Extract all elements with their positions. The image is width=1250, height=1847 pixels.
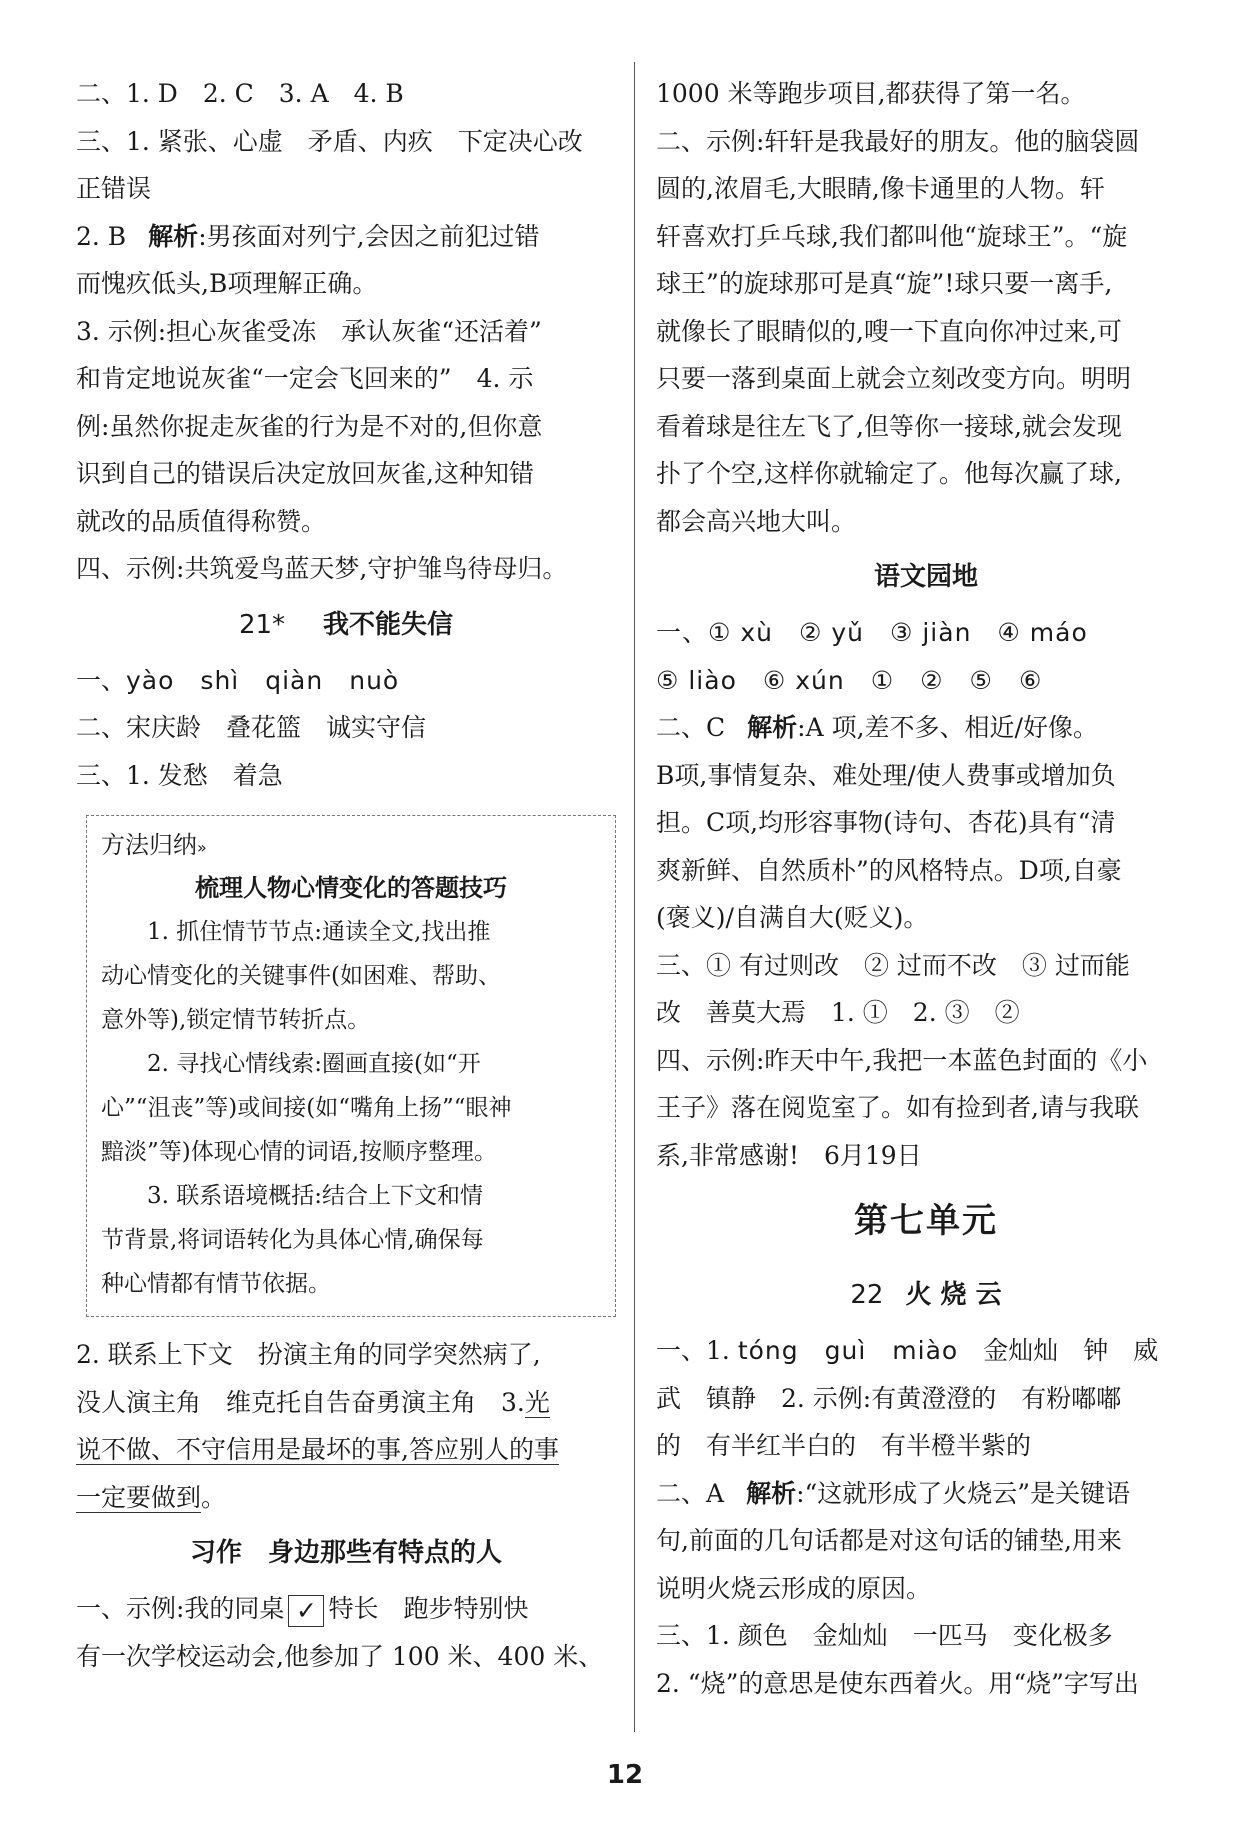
analysis-label: 解析 (747, 713, 798, 742)
answer-text: 一、示例:我的同桌 (76, 1594, 285, 1623)
method-line: 2. 寻找心情线索:圈画直接(如“开 (147, 1051, 481, 1077)
answer-line: 三、1. 发愁 着急 (76, 760, 283, 790)
analysis-label: 解析 (746, 1478, 797, 1508)
answer-line: 识到自己的错误后决定放回灰雀,这种知错 (76, 459, 534, 488)
answer-line: 说明火烧云形成的原因。 (656, 1573, 932, 1603)
section-title: 语文园地 (873, 562, 978, 592)
answer-text: :A 项,差不多、相近/好像。 (797, 713, 1098, 742)
underlined-answer: 一定要做到 (76, 1482, 202, 1512)
answer-line: 而愧疚低头,B项理解正确。 (76, 269, 378, 298)
answer-text: 金灿灿 钟 威 (958, 1336, 1159, 1365)
answer-line: 爽新鲜、自然质朴”的风格特点。D项,自豪 (656, 855, 1122, 885)
answer-line: 就像长了眼睛似的,嗖一下直向你冲过来,可 (656, 316, 1122, 346)
lesson-name: 火 烧 云 (905, 1280, 1002, 1310)
lesson-number: 21* (238, 609, 286, 640)
answer-line: 球王”的旋球那可是真“旋”!球只要一离手, (656, 269, 1113, 298)
answer-line: 就改的品质值得称赞。 (76, 506, 327, 536)
answer-text: :“这就形成了火烧云”是关键语 (796, 1478, 1131, 1508)
column-divider (634, 62, 635, 1732)
answer-line: 看着球是往左飞了,但等你一接球,就会发现 (656, 411, 1122, 441)
question-number: 3. (501, 1387, 525, 1417)
answer-line: 武 镇静 2. 示例:有黄澄澄的 有粉嘟嘟 (656, 1383, 1122, 1413)
answer-line: 都会高兴地大叫。 (656, 506, 857, 536)
method-line: 动心情变化的关键事件(如困难、帮助、 (101, 963, 501, 989)
method-line: 节背景,将词语转化为具体心情,确保每 (101, 1227, 484, 1253)
answer-line: 只要一落到桌面上就会立刻改变方向。明明 (656, 364, 1132, 393)
answer-text: 二、A (656, 1478, 725, 1508)
lesson-title (656, 1263, 1196, 1327)
lesson-number: 22 (850, 1280, 884, 1310)
answer-line: 担。C项,均形容事物(诗句、杏花)具有“清 (656, 808, 1116, 837)
answer-text: 二、C (656, 713, 726, 742)
answer-line: (褒义)/自满自大(贬义)。 (656, 903, 929, 932)
method-summary-box (86, 815, 616, 1317)
answer-line (656, 1327, 1196, 1375)
method-line: 心”“沮丧”等)或间接(如“嘴角上扬”“眼神 (101, 1095, 512, 1121)
answer-line (76, 1379, 616, 1427)
answer-line (656, 1470, 1196, 1518)
analysis-label: 解析 (148, 221, 199, 251)
answer-text: 一、 (76, 665, 127, 695)
lesson-title (76, 593, 616, 657)
answer-line: 扑了个空,这样你就输定了。他每次赢了球, (656, 459, 1122, 488)
answer-line: 1000 米等跑步项目,都获得了第一名。 (656, 79, 1086, 108)
underlined-answer: 光 (524, 1387, 550, 1417)
answer-line: 二、示例:轩轩是我最好的朋友。他的脑袋圆 (656, 126, 1140, 156)
left-column (76, 70, 616, 1680)
checkmark-icon: ✓ (288, 1595, 324, 1627)
method-box-subtitle: 梳理人物心情变化的答题技巧 (195, 874, 507, 902)
answer-text: 2. B (76, 221, 127, 251)
pinyin-answer: yào shì qiàn nuò (126, 665, 400, 695)
answer-line: 的 有半红半白的 有半橙半紫的 (656, 1431, 1032, 1460)
double-chevron-icon: » (197, 838, 207, 857)
method-box-header (101, 824, 601, 866)
answer-line: 三、1. 紧张、心虚 矛盾、内疚 下定决心改 (76, 126, 583, 156)
answer-line: 圆的,浓眉毛,大眼睛,像卡通里的人物。轩 (656, 174, 1105, 203)
page-number: 12 (606, 1760, 644, 1790)
method-line: 意外等),锁定情节转折点。 (101, 1007, 371, 1033)
answer-line: ⑤ liào ⑥ xún ① ② ⑤ ⑥ (656, 665, 1043, 695)
answer-line: 四、示例:昨天中午,我把一本蓝色封面的《小 (656, 1045, 1148, 1075)
unit-title: 第七单元 (854, 1201, 998, 1241)
answer-line: 系,非常感谢! 6月19日 (656, 1140, 922, 1170)
answer-line: 二、宋庆龄 叠花篮 诚实守信 (76, 713, 427, 742)
method-line: 1. 抓住情节节点:通读全文,找出推 (147, 919, 491, 945)
answer-line (76, 657, 616, 705)
answer-line: 句,前面的几句话都是对这句话的铺垫,用来 (656, 1526, 1122, 1555)
answer-text: 没人演主角 维克托自告奋勇演主角 (76, 1387, 502, 1417)
answer-line: 2. “烧”的意思是使东西着火。用“烧”字写出 (656, 1668, 1139, 1698)
answer-line: 轩喜欢打乒乓球,我们都叫他“旋球王”。“旋 (656, 221, 1128, 251)
answer-line: 一、① xù ② yǔ ③ jiàn ④ máo (656, 618, 1088, 647)
answer-text: 一、1. (656, 1336, 738, 1365)
method-line: 3. 联系语境概括:结合上下文和情 (147, 1183, 484, 1209)
answer-line (76, 1474, 616, 1522)
answer-text: :男孩面对列宁,会因之前犯过错 (198, 221, 540, 251)
answer-line: 二、1. D 2. C 3. A 4. B (76, 79, 404, 108)
answer-line: 3. 示例:担心灰雀受冻 承认灰雀“还活着” (76, 316, 542, 346)
answer-line (76, 1585, 616, 1633)
answer-line (76, 1426, 616, 1474)
lesson-name: 我不能失信 (323, 609, 454, 640)
underlined-answer: 说不做、不守信用是最坏的事,答应别人的事 (76, 1435, 559, 1464)
answer-line (656, 704, 1196, 752)
method-line: 黯淡”等)体现心情的词语,按顺序整理。 (101, 1139, 498, 1165)
answer-line: B项,事情复杂、难处理/使人费事或增加负 (656, 760, 1116, 790)
composition-title: 习作 身边那些有特点的人 (189, 1538, 502, 1568)
method-line: 种心情都有情节依据。 (101, 1271, 331, 1297)
right-column (656, 70, 1196, 1707)
pinyin-answer: tóng guì miào (737, 1336, 959, 1365)
answer-text: 。 (201, 1482, 227, 1512)
answer-line: 和肯定地说灰雀“一定会飞回来的” 4. 示 (76, 364, 534, 393)
answer-line: 三、① 有过则改 ② 过而不改 ③ 过而能 (656, 950, 1130, 980)
answer-line: 正错误 (76, 174, 152, 203)
answer-line: 三、1. 颜色 金灿灿 一匹马 变化极多 (656, 1621, 1113, 1650)
method-box-title: 方法归纳 (101, 831, 197, 859)
answer-line: 改 善莫大焉 1. ① 2. ③ ② (656, 998, 1020, 1027)
answer-line: 2. 联系上下文 扮演主角的同学突然病了, (76, 1340, 541, 1369)
answer-line: 王子》落在阅览室了。如有捡到者,请与我联 (656, 1093, 1139, 1122)
answer-line: 四、示例:共筑爱鸟蓝天梦,守护雏鸟待母归。 (76, 554, 568, 583)
answer-line: 有一次学校运动会,他参加了 100 米、400 米、 (76, 1641, 604, 1671)
answer-line (76, 213, 616, 261)
answer-text: 特长 跑步特别快 (328, 1594, 529, 1623)
answer-line: 例:虽然你捉走灰雀的行为是不对的,但你意 (76, 411, 543, 441)
